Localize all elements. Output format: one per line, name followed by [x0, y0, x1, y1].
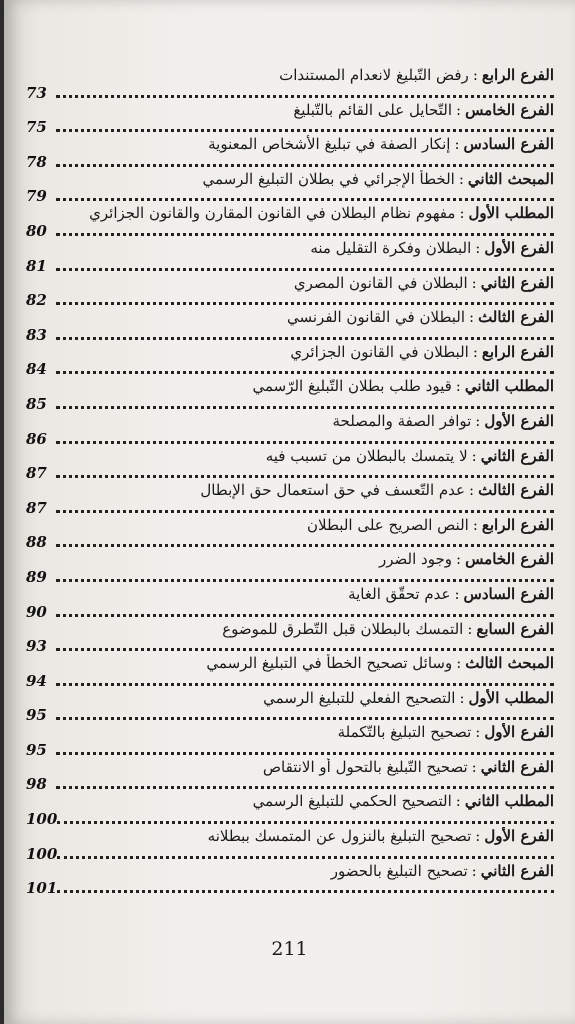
- toc-entry-separator: :: [469, 481, 475, 500]
- toc-entry-title: التصحيح الفعلي للتبليغ الرسمي: [263, 688, 456, 707]
- toc-entry-label: الفرع الأول: [484, 238, 554, 257]
- toc-entry-label: الفرع الثالث: [478, 308, 554, 327]
- toc-entry-heading: [26, 170, 554, 188]
- toc-entry-label: المطلب الثاني: [464, 792, 554, 811]
- toc-entry-leader: [26, 361, 554, 377]
- toc-entry-heading: [26, 620, 554, 638]
- toc-entry-title: لا يتمسك بالبطلان من تسبب فيه: [265, 446, 468, 465]
- toc-entry-label: الفرع الأول: [484, 411, 554, 430]
- dot-leader: [56, 404, 554, 409]
- toc-entry-page-number: 89: [26, 567, 47, 586]
- toc-entry-separator: :: [471, 861, 477, 880]
- toc-entry: [26, 585, 554, 620]
- toc-entry-separator: :: [475, 238, 481, 257]
- toc-entry-leader: [26, 223, 554, 239]
- toc-entry: [26, 377, 554, 412]
- toc-entry-title: مفهوم نظام البطلان في القانون المقارن والقانون الجزائري: [89, 204, 456, 223]
- toc-entry-label: الفرع الثاني: [480, 757, 554, 776]
- toc-entry: [26, 654, 554, 689]
- toc-entry-page-number: 87: [26, 498, 47, 517]
- toc-entry-page-number: 80: [26, 221, 47, 240]
- toc-entry: [26, 101, 554, 136]
- toc-entry-title: عدم التّعسف في حق استعمال حق الإبطال: [200, 481, 466, 500]
- toc-entry-label: الفرع الرابع: [481, 515, 554, 534]
- dot-leader: [56, 715, 554, 720]
- dot-leader: [56, 196, 554, 201]
- toc-entry-heading: [26, 412, 554, 430]
- toc-entry-title: تصحيح التّبليغ بالتحول أو الانتقاص: [262, 757, 468, 776]
- dot-leader: [56, 266, 554, 271]
- toc-entry-title: قيود طلب بطلان التّبليغ الرّسمي: [252, 377, 452, 396]
- toc-entry-leader: [26, 396, 554, 412]
- toc-entry-separator: :: [455, 377, 461, 396]
- toc-entry-leader: [26, 188, 554, 204]
- toc-entry-leader: [26, 846, 554, 862]
- toc-entry-page-number: 101: [26, 879, 58, 898]
- toc-entry-page-number: 95: [26, 740, 47, 759]
- dot-leader: [56, 577, 554, 582]
- toc-entry-heading: [26, 792, 554, 810]
- toc-entry-page-number: 73: [26, 83, 47, 102]
- toc-entry-leader: [26, 811, 554, 827]
- toc-entry-label: الفرع الرابع: [481, 342, 554, 361]
- toc-entry-title: توافر الصفة والمصلحة: [332, 411, 472, 430]
- toc-entry: [26, 204, 554, 239]
- toc-entry-separator: :: [475, 411, 481, 430]
- dot-leader: [57, 854, 554, 859]
- toc-entry-heading: [26, 585, 554, 603]
- toc-entry-heading: [26, 274, 554, 292]
- toc-entry-label: الفرع السادس: [463, 135, 554, 154]
- toc-entry-heading: [26, 343, 554, 361]
- dot-leader: [56, 127, 554, 132]
- toc-entry-page-number: 94: [26, 671, 47, 690]
- toc-entry-page-number: 100: [26, 810, 58, 829]
- toc-entry-separator: :: [475, 723, 481, 742]
- toc-entry-page-number: 93: [26, 637, 47, 656]
- toc-entry: [26, 308, 554, 343]
- toc-entry-separator: :: [467, 619, 473, 638]
- dot-leader: [56, 473, 554, 478]
- toc-entry-label: المبحث الثاني: [467, 169, 554, 188]
- toc-entry-page-number: 95: [26, 706, 47, 725]
- toc-entry-separator: :: [456, 654, 462, 673]
- toc-entry-label: الفرع الثالث: [478, 481, 554, 500]
- toc-entry-heading: [26, 689, 554, 707]
- toc-entry-separator: :: [471, 446, 477, 465]
- toc-entry-heading: [26, 101, 554, 119]
- toc-entry-page-number: 82: [26, 291, 47, 310]
- toc-entry: [26, 792, 554, 827]
- dot-leader: [56, 612, 554, 617]
- toc-entry-heading: [26, 239, 554, 257]
- toc-entry-heading: [26, 308, 554, 326]
- toc-entry-separator: :: [458, 169, 464, 188]
- toc-entry-title: إنكار الصفة في تبليغ الأشخاص المعنوية: [208, 135, 451, 154]
- toc-entry-page-number: 90: [26, 602, 47, 621]
- dot-leader: [56, 439, 554, 444]
- toc-entry-page-number: 100: [26, 844, 58, 863]
- table-of-contents: [26, 66, 554, 896]
- toc-entry-label: الفرع الثاني: [480, 861, 554, 880]
- toc-entry-label: الفرع السادس: [463, 584, 554, 603]
- toc-entry-leader: [26, 776, 554, 792]
- toc-entry-title: رفض التّبليغ لانعدام المستندات: [279, 66, 469, 84]
- toc-entry-leader: [26, 742, 554, 758]
- toc-entry-label: الفرع الخامس: [465, 550, 554, 569]
- toc-entry-separator: :: [459, 204, 465, 223]
- dot-leader: [56, 784, 554, 789]
- toc-entry-title: الخطأ الإجرائي في بطلان التبليغ الرسمي: [202, 169, 455, 188]
- toc-entry-label: الفرع الثاني: [480, 273, 554, 292]
- toc-entry-leader: [26, 673, 554, 689]
- toc-entry-separator: :: [471, 273, 477, 292]
- toc-entry-leader: [26, 85, 554, 101]
- toc-entry-heading: [26, 516, 554, 534]
- toc-entry-heading: [26, 827, 554, 845]
- toc-entry-heading: [26, 204, 554, 222]
- toc-entry-page-number: 83: [26, 325, 47, 344]
- toc-entry-heading: [26, 654, 554, 672]
- toc-entry-title: البطلان في القانون المصري: [293, 273, 468, 292]
- toc-entry-title: التمسك بالبطلان قبل التّطرق للموضوع: [222, 619, 464, 638]
- toc-entry-leader: [26, 569, 554, 585]
- toc-entry-heading: [26, 758, 554, 776]
- toc-entry-separator: :: [456, 550, 462, 569]
- toc-entry-page-number: 98: [26, 775, 47, 794]
- toc-entry-title: البطلان في القانون الجزائري: [290, 342, 469, 361]
- toc-entry-leader: [26, 119, 554, 135]
- toc-entry-separator: :: [472, 342, 478, 361]
- toc-entry-label: الفرع الخامس: [465, 100, 554, 119]
- toc-entry-heading: [26, 66, 554, 84]
- toc-entry-title: وسائل تصحيح الخطأ في التبليغ الرسمي: [206, 654, 453, 673]
- toc-entry-separator: :: [459, 688, 465, 707]
- toc-entry-separator: :: [456, 100, 462, 119]
- toc-entry: [26, 723, 554, 758]
- dot-leader: [57, 888, 554, 893]
- toc-entry-title: البطلان وفكرة التقليل منه: [310, 238, 472, 257]
- toc-entry-title: تصحيح التبليغ بالنزول عن المتمسك ببطلانه: [207, 827, 472, 846]
- toc-entry-leader: [26, 707, 554, 723]
- toc-entry-title: البطلان في القانون الفرنسي: [287, 308, 466, 327]
- toc-entry-separator: :: [455, 792, 461, 811]
- toc-entry: [26, 447, 554, 482]
- toc-entry-title: التصحيح الحكمي للتبليغ الرسمي: [252, 792, 452, 811]
- book-page: [4, 0, 575, 1024]
- toc-entry-page-number: 86: [26, 429, 47, 448]
- dot-leader: [56, 542, 554, 547]
- toc-entry-title: عدم تحقّق الغاية: [348, 584, 451, 603]
- dot-leader: [56, 750, 554, 755]
- toc-entry-separator: :: [471, 757, 477, 776]
- toc-entry: [26, 66, 554, 101]
- toc-entry-leader: [26, 431, 554, 447]
- toc-entry-page-number: 85: [26, 394, 47, 413]
- toc-entry-leader: [26, 534, 554, 550]
- toc-entry-label: الفرع الرابع: [481, 66, 554, 84]
- toc-entry-leader: [26, 465, 554, 481]
- toc-entry-separator: :: [469, 308, 475, 327]
- toc-entry: [26, 481, 554, 516]
- toc-entry: [26, 274, 554, 309]
- toc-entry-leader: [26, 638, 554, 654]
- toc-entry-page-number: 88: [26, 533, 47, 552]
- toc-entry-label: المبحث الثالث: [465, 654, 554, 673]
- toc-entry: [26, 758, 554, 793]
- toc-entry-separator: :: [472, 66, 478, 84]
- toc-entry: [26, 135, 554, 170]
- toc-entry-label: المطلب الأول: [468, 204, 554, 223]
- toc-entry-page-number: 87: [26, 464, 47, 483]
- dot-leader: [56, 369, 554, 374]
- toc-entry-label: المطلب الثاني: [464, 377, 554, 396]
- toc-entry-title: تصحيح التبليغ بالتّكملة: [337, 723, 472, 742]
- toc-entry-page-number: 81: [26, 256, 47, 275]
- toc-entry-page-number: 78: [26, 152, 47, 171]
- toc-entry-label: الفرع الأول: [484, 827, 554, 846]
- toc-entry: [26, 239, 554, 274]
- toc-entry-label: الفرع الأول: [484, 723, 554, 742]
- toc-entry-leader: [26, 258, 554, 274]
- toc-entry-heading: [26, 377, 554, 395]
- dot-leader: [56, 681, 554, 686]
- dot-leader: [56, 231, 554, 236]
- toc-entry-leader: [26, 604, 554, 620]
- toc-entry-page-number: 84: [26, 360, 47, 379]
- toc-entry: [26, 550, 554, 585]
- toc-entry-leader: [26, 880, 554, 896]
- dot-leader: [56, 646, 554, 651]
- toc-entry-title: تصحيح التبليغ بالحضور: [330, 861, 468, 880]
- dot-leader: [56, 335, 554, 340]
- toc-entry-heading: [26, 481, 554, 499]
- toc-entry-page-number: 75: [26, 118, 47, 137]
- toc-entry-heading: [26, 447, 554, 465]
- toc-entry-title: النص الصريح على البطلان: [307, 515, 469, 534]
- toc-entry: [26, 862, 554, 897]
- toc-entry: [26, 516, 554, 551]
- toc-entry: [26, 620, 554, 655]
- toc-entry-heading: [26, 723, 554, 741]
- toc-entry-separator: :: [472, 515, 478, 534]
- toc-entry-page-number: 79: [26, 187, 47, 206]
- dot-leader: [57, 819, 554, 824]
- toc-entry-separator: :: [454, 584, 460, 603]
- toc-entry-label: المطلب الأول: [468, 688, 554, 707]
- toc-entry: [26, 170, 554, 205]
- toc-entry-separator: :: [475, 827, 481, 846]
- toc-entry-heading: [26, 862, 554, 880]
- toc-entry-leader: [26, 154, 554, 170]
- toc-entry-separator: :: [454, 135, 460, 154]
- page-number: 211: [271, 938, 308, 960]
- toc-entry-leader: [26, 327, 554, 343]
- toc-entry: [26, 827, 554, 862]
- toc-entry: [26, 689, 554, 724]
- dot-leader: [56, 162, 554, 167]
- toc-entry: [26, 343, 554, 378]
- toc-entry: [26, 412, 554, 447]
- toc-entry-heading: [26, 550, 554, 568]
- toc-entry-label: الفرع السابع: [476, 619, 554, 638]
- dot-leader: [56, 93, 554, 98]
- toc-entry-label: الفرع الثاني: [480, 446, 554, 465]
- dot-leader: [56, 300, 554, 305]
- dot-leader: [56, 508, 554, 513]
- toc-entry-title: التّحايل على القائم بالتّبليغ: [293, 100, 452, 119]
- toc-entry-leader: [26, 292, 554, 308]
- toc-entry-heading: [26, 135, 554, 153]
- toc-entry-title: وجود الضرر: [379, 550, 452, 569]
- toc-entry-leader: [26, 500, 554, 516]
